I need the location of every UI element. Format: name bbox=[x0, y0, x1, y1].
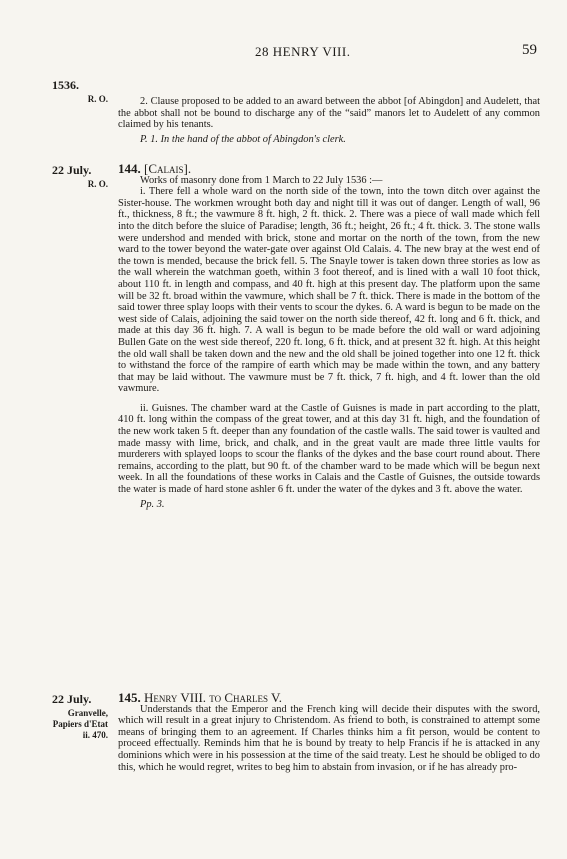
entry-145-body bbox=[118, 692, 540, 773]
entry-number: 144. bbox=[118, 161, 141, 176]
entry-145-heading bbox=[118, 692, 540, 704]
entry-144-note: Pp. 3. bbox=[140, 498, 165, 510]
entry-1536-body bbox=[118, 96, 540, 145]
entry-144-para-ii: ii. Guisnes. The chamber ward at the Castle of Guisnes is made in part according to the platt, 410 ft. long within the compass of the great tower, and at this day 31 ft. high, and the foundation of the new work taken 5 ft. deeper than any foundation of the castle walls. The said tower is vaulted and made massy with lime, brick, and chalk, and in the great vault are made three little vaults for murderers with splayed loops to scour the flanks of the dykes and the base court round about. There remains, according to the platt, but 90 ft. of the chamber ward to be made which will be begun next week. In all the foundations of these works in Calais and the Castle of Guisnes, the outside towards the water is made of hard stone ashler 6 ft. under the water of the dykes and 3 ft. above the water. bbox=[118, 402, 540, 496]
entry-144-intro: Works of masonry done from 1 March to 22 July 1536 :— bbox=[140, 174, 383, 186]
entry-title: Henry VIII. to Charles V. bbox=[144, 690, 283, 705]
entry-date: 22 July. bbox=[52, 163, 92, 177]
entry-144-para-i: i. There fell a whole ward on the north side of the town, into the town ditch over against the Sister-house. The workmen wrought both day and night till it was out of danger. Length of wall, 96 ft., thickness, 8 ft.; the vawmure 8 ft. high, 2 ft. thick. 2. There was a piece of wall made which fell into the ditch before the sluice of Paradise; length, 36 ft.; height, 26 ft.; 4 ft. thick. 3. The stone walls were undershod and mended with brick, stone and mortar on the north of the town, from the new ward to the tower beyond the water-gate over against Old Calais. 4. The new bray at the west end of the town is mended, because the brick fell. 5. The Snayle tower is taken down three stories as low as the wall wherein the watchman goeth, within 3 foot thereof, and is lined with a wall 10 foot thick, about 110 ft. in length and compass, and 40 ft. high at this present day. The platform upon the same will be 32 ft. broad within the vawmure, which shall be 7 ft. thick. There is made in the bottom of the said tower three splay loops with their vents to scour the dykes. 6. A ward is begun to be made on the west side of Calais, adjoining the said tower on the north side thereof, 42 ft. long and 6 ft. thick, and made at this day 36 ft. high. 7. A wall is begun to be made before the old wall or ward adjoining Bullen Gate on the west side thereof, 220 ft. long, 6 ft. thick, and at present 32 ft. high. At this height the old wall shall be taken down and the new and the old shall be joined together into one 12 ft. thick to withstand the force of the rampire of earth which may be made within the town, and any battery that may be laid without. The vawmure must be 7 ft. thick, 7 ft. high, and 4 ft. lower than the old vawmure. bbox=[118, 186, 540, 395]
entry-1536-text: 2. Clause proposed to be added to an award between the abbot [of Abingdon] and Audelett, that the abbot shall not be bound to discharge any of the “said” manors let to Audelett of any common claimed by his tenants. bbox=[118, 96, 540, 131]
entry-year: 1536. bbox=[52, 78, 79, 92]
entry-source: R. O. bbox=[87, 94, 108, 104]
entry-date: 22 July. bbox=[52, 692, 92, 706]
entry-1536-note: P. 1. In the hand of the abbot of Abingdon's clerk. bbox=[140, 133, 346, 145]
entry-source-line-3: ii. 470. bbox=[82, 730, 108, 740]
entry-144-heading bbox=[118, 163, 540, 175]
entry-source: R. O. bbox=[87, 179, 108, 189]
entry-144-body bbox=[118, 163, 540, 510]
margin-entry-145 bbox=[44, 694, 108, 741]
margin-entry-1536 bbox=[44, 80, 108, 105]
page-number: 59 bbox=[522, 42, 537, 58]
entry-title: [Calais]. bbox=[144, 161, 192, 176]
entry-145-text: Understands that the Emperor and the French king will decide their disputes with the sword, which will result in a great injury to Christendom. As friend to both, is constrained to attempt some means of bringing them to an agreement. If Charles thinks him a fit person, would be content to proceed effectually. Reminds him that he is bound by treaty to help Francis if he is attacked in any dominions which were in his possession at the time of the said treaty. Lest he should be obliged to do this, which he would regret, writes to beg him to abstain from invasion, or if he has already pro- bbox=[118, 703, 540, 773]
margin-entry-144 bbox=[44, 165, 108, 190]
entry-number: 145. bbox=[118, 690, 141, 705]
entry-source-line-2: Papiers d'Etat bbox=[52, 719, 108, 729]
entry-source-line-1: Granvelle, bbox=[67, 708, 108, 718]
running-head: 28 HENRY VIII. bbox=[255, 44, 351, 59]
